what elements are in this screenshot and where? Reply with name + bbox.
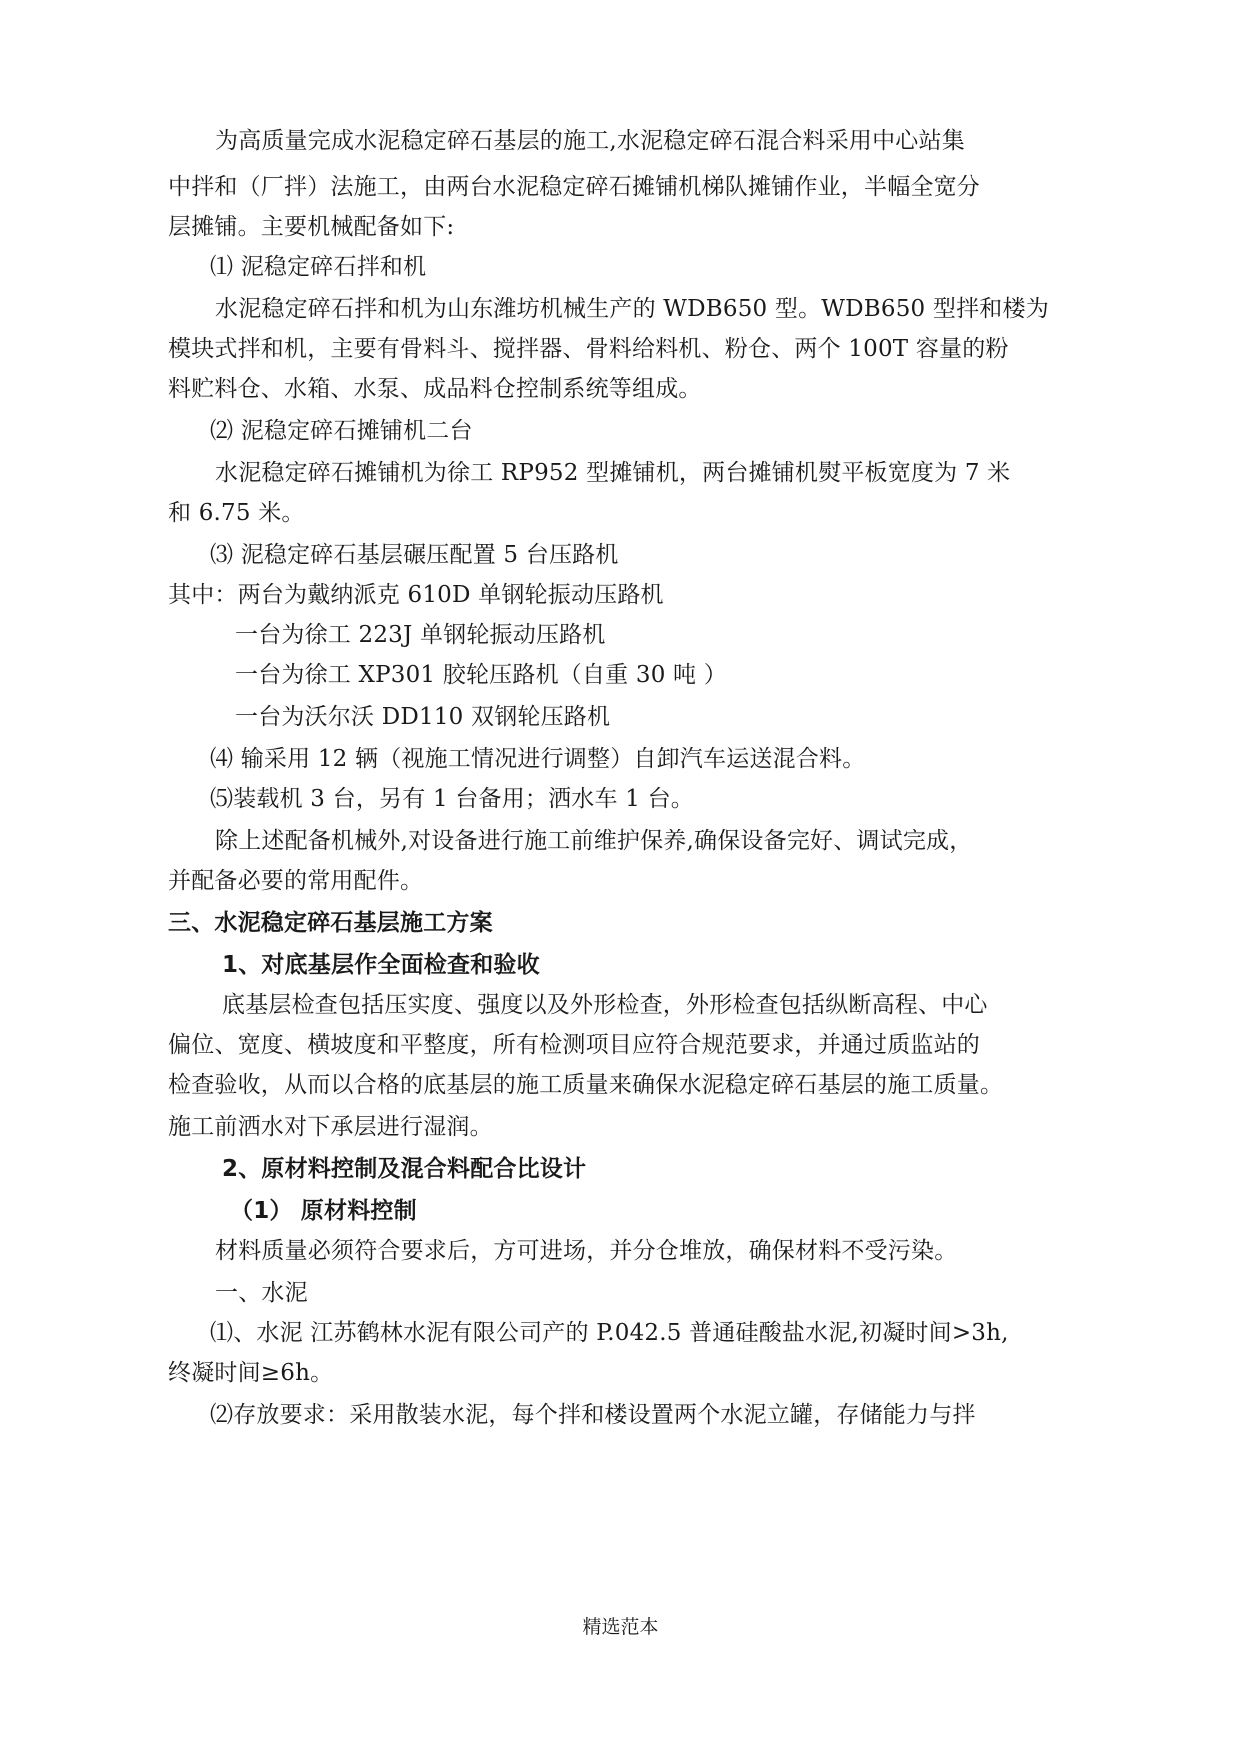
paragraph-line: 并配备必要的常用配件。 <box>168 868 424 894</box>
paragraph-line: 一、水泥 <box>215 1280 308 1306</box>
section-heading: 三、水泥稳定碎石基层施工方案 <box>168 910 493 936</box>
subsubsection-heading: （1） 原材料控制 <box>230 1198 417 1224</box>
list-item-heading: ⑵ 泥稳定碎石摊铺机二台 <box>210 418 473 444</box>
paragraph-line: 层摊铺。主要机械配备如下: <box>168 214 455 240</box>
subsection-heading: 2、原材料控制及混合料配合比设计 <box>222 1156 587 1182</box>
paragraph-line: 检查验收，从而以合格的底基层的施工质量来确保水泥稳定碎石基层的施工质量。 <box>168 1072 1004 1098</box>
list-item-heading: ⑶ 泥稳定碎石基层碾压配置 5 台压路机 <box>210 542 619 568</box>
list-item-heading: ⑴ 泥稳定碎石拌和机 <box>210 254 427 280</box>
paragraph-line: 水泥稳定碎石摊铺机为徐工 RP952 型摊铺机，两台摊铺机熨平板宽度为 7 米 <box>215 460 1011 486</box>
paragraph-line: 一台为沃尔沃 DD110 双钢轮压路机 <box>235 704 611 730</box>
paragraph-line: ⑵存放要求：采用散装水泥，每个拌和楼设置两个水泥立罐，存储能力与拌 <box>210 1402 976 1428</box>
paragraph-line: 中拌和（厂拌）法施工，由两台水泥稳定碎石摊铺机梯队摊铺作业，半幅全宽分 <box>168 174 980 200</box>
paragraph-line: 底基层检查包括压实度、强度以及外形检查，外形检查包括纵断高程、中心 <box>222 992 988 1018</box>
paragraph-line: 和 6.75 米。 <box>168 500 305 526</box>
list-item: ⑷ 输采用 12 辆（视施工情况进行调整）自卸汽车运送混合料。 <box>210 746 866 772</box>
paragraph-line: ⑴、水泥 江苏鹤林水泥有限公司产的 P.042.5 普通硅酸盐水泥,初凝时间>3h, <box>210 1320 1009 1346</box>
paragraph-line: 水泥稳定碎石拌和机为山东潍坊机械生产的 WDB650 型。WDB650 型拌和楼为 <box>215 296 1049 322</box>
list-item: ⑸装载机 3 台，另有 1 台备用；洒水车 1 台。 <box>210 786 694 812</box>
paragraph-line: 除上述配备机械外,对设备进行施工前维护保养,确保设备完好、调试完成， <box>215 828 973 854</box>
paragraph-line: 模块式拌和机，主要有骨料斗、搅拌器、骨料给料机、粉仓、两个 100T 容量的粉 <box>168 336 1009 362</box>
paragraph-line: 料贮料仓、水箱、水泵、成品料仓控制系统等组成。 <box>168 376 702 402</box>
paragraph-line: 其中：两台为戴纳派克 610D 单钢轮振动压路机 <box>168 582 664 608</box>
paragraph-line: 偏位、宽度、横坡度和平整度，所有检测项目应符合规范要求，并通过质监站的 <box>168 1032 980 1058</box>
page-footer: 精选范本 <box>582 1616 659 1638</box>
paragraph-line: 终凝时间≥6h。 <box>168 1360 334 1386</box>
paragraph-line: 一台为徐工 223J 单钢轮振动压路机 <box>235 622 606 648</box>
paragraph-line: 施工前洒水对下承层进行湿润。 <box>168 1114 493 1140</box>
paragraph-line: 一台为徐工 XP301 胶轮压路机（自重 30 吨 ） <box>235 662 727 688</box>
subsection-heading: 1、对底基层作全面检查和验收 <box>222 952 540 978</box>
paragraph-line: 为高质量完成水泥稳定碎石基层的施工,水泥稳定碎石混合料采用中心站集 <box>215 128 965 154</box>
paragraph-line: 材料质量必须符合要求后，方可进场，并分仓堆放，确保材料不受污染。 <box>215 1238 958 1264</box>
